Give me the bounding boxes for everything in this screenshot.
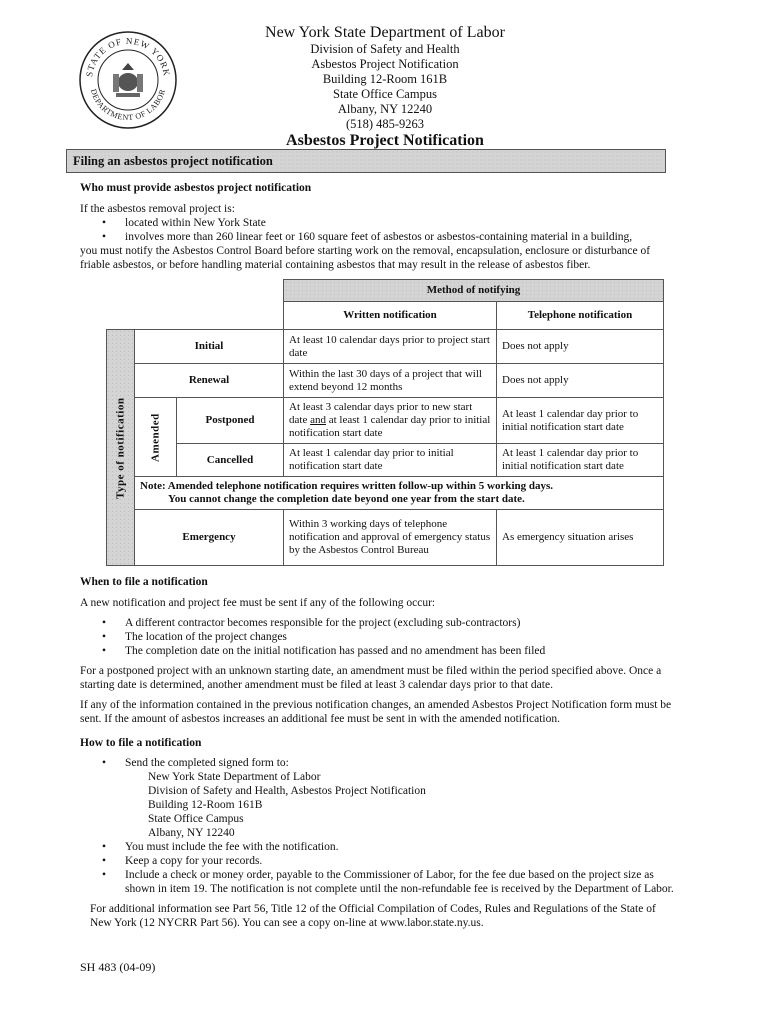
city: Albany, NY 12240 bbox=[337, 102, 433, 116]
initial-telephone: Does not apply bbox=[497, 330, 664, 364]
written-header: Written notification bbox=[284, 302, 497, 330]
page-title: Asbestos Project Notification bbox=[286, 132, 484, 149]
list-item: • Include a check or money order, payable to the Commissioner of Labor, for the fee due based on the project size as shown in item 19. The notification is not complete until the non-refundable fee is received by the Department of Labor. bbox=[80, 868, 680, 896]
address-line: Division of Safety and Health, Asbestos Project Notification bbox=[148, 785, 426, 797]
how-section bbox=[80, 736, 680, 930]
svg-text:DEPARTMENT OF LABOR: DEPARTMENT OF LABOR bbox=[88, 87, 168, 123]
when-heading: When to file a notification bbox=[80, 576, 208, 588]
form-number: SH 483 (04-09) bbox=[80, 960, 156, 974]
list-item: • The completion date on the initial notification has passed and no amendment has been filed bbox=[80, 644, 680, 658]
list-item: • A different contractor becomes responsible for the project (excluding sub-contractors) bbox=[80, 616, 680, 630]
row-postponed: Postponed bbox=[177, 398, 284, 444]
unit-name: Asbestos Project Notification bbox=[311, 57, 459, 71]
note-line-2: You cannot change the completion date beyond one year from the start date. bbox=[168, 493, 525, 505]
address-line: New York State Department of Labor bbox=[148, 771, 321, 783]
note-line-1: Note: Amended telephone notification requires written follow-up within 5 working days. bbox=[140, 480, 554, 492]
type-of-notification-label: Type of notification bbox=[107, 330, 135, 566]
row-cancelled: Cancelled bbox=[177, 444, 284, 477]
emergency-telephone: As emergency situation arises bbox=[497, 510, 664, 566]
who-heading: Who must provide asbestos project notification bbox=[80, 182, 312, 194]
method-header: Method of notifying bbox=[284, 280, 664, 302]
emergency-written: Within 3 working days of telephone notification and approval of emergency status by the Asbestos Control Bureau bbox=[284, 510, 497, 566]
row-emergency: Emergency bbox=[135, 510, 284, 566]
telephone-header: Telephone notification bbox=[497, 302, 664, 330]
row-renewal: Renewal bbox=[135, 364, 284, 398]
initial-written: At least 10 calendar days prior to project start date bbox=[284, 330, 497, 364]
address-line: Albany, NY 12240 bbox=[148, 827, 235, 839]
who-body: you must notify the Asbestos Control Board before starting work on the removal, encapsulation, enclosure or disturbance of friable asbestos, or before handling material containing asbestos that may result in the release of asbestos fiber. bbox=[80, 245, 651, 271]
who-section bbox=[80, 181, 680, 272]
list-item: • involves more than 260 linear feet or 160 square feet of asbestos or asbestos-containing material in a building, bbox=[80, 230, 680, 244]
svg-text:STATE OF NEW YORK: STATE OF NEW YORK bbox=[84, 35, 172, 78]
section-bar-title: Filing an asbestos project notification bbox=[73, 154, 273, 168]
address-line: Building 12-Room 161B bbox=[148, 799, 263, 811]
mailing-address bbox=[80, 770, 680, 840]
cancelled-written: At least 1 calendar day prior to initial notification start date bbox=[284, 444, 497, 477]
when-section bbox=[80, 575, 680, 726]
agency-name: New York State Department of Labor bbox=[265, 24, 505, 41]
division-name: Division of Safety and Health bbox=[310, 42, 460, 56]
list-item: • You must include the fee with the notification. bbox=[80, 840, 680, 854]
renewal-telephone: Does not apply bbox=[497, 364, 664, 398]
row-initial: Initial bbox=[135, 330, 284, 364]
additional-info: For additional information see Part 56, Title 12 of the Official Compilation of Codes, Rules and Regulations of the State of New York (12 NYCRR Part 56). You can see a copy on-line at www.labor.state.ny.us. bbox=[90, 903, 656, 929]
when-intro: A new notification and project fee must be sent if any of the following occur: bbox=[80, 597, 436, 609]
postponed-telephone: At least 1 calendar day prior to initial notification start date bbox=[497, 398, 664, 444]
campus: State Office Campus bbox=[333, 87, 437, 101]
notification-method-table bbox=[106, 279, 664, 566]
list-item: • The location of the project changes bbox=[80, 630, 680, 644]
building: Building 12-Room 161B bbox=[322, 72, 448, 86]
postponed-written: At least 3 calendar days prior to new start date and at least 1 calendar day prior to initial notification start date bbox=[284, 398, 497, 444]
list-item: • located within New York State bbox=[80, 216, 680, 230]
address-line: State Office Campus bbox=[148, 813, 244, 825]
postponed-paragraph: For a postponed project with an unknown starting date, an amendment must be filed within the period specified above. Once a starting date is determined, another amendment must be filed at least 3 calendar days prior to that date. bbox=[80, 665, 662, 691]
letterhead bbox=[0, 24, 770, 150]
section-bar bbox=[66, 149, 666, 173]
cancelled-telephone: At least 1 calendar day prior to initial notification start date bbox=[497, 444, 664, 477]
phone: (518) 485-9263 bbox=[345, 117, 425, 131]
amended-note bbox=[135, 477, 664, 510]
list-item: • Keep a copy for your records. bbox=[80, 854, 680, 868]
how-heading: How to file a notification bbox=[80, 737, 202, 749]
who-intro: If the asbestos removal project is: bbox=[80, 203, 235, 215]
renewal-written: Within the last 30 days of a project that will extend beyond 12 months bbox=[284, 364, 497, 398]
changes-paragraph: If any of the information contained in the previous notification changes, an amended Asbestos Project Notification form must be sent. If the amount of asbestos increases an additional fee must be sent in with the amended notification. bbox=[80, 699, 672, 725]
amended-label: Amended bbox=[135, 398, 177, 477]
list-item: • Send the completed signed form to: bbox=[80, 756, 680, 770]
